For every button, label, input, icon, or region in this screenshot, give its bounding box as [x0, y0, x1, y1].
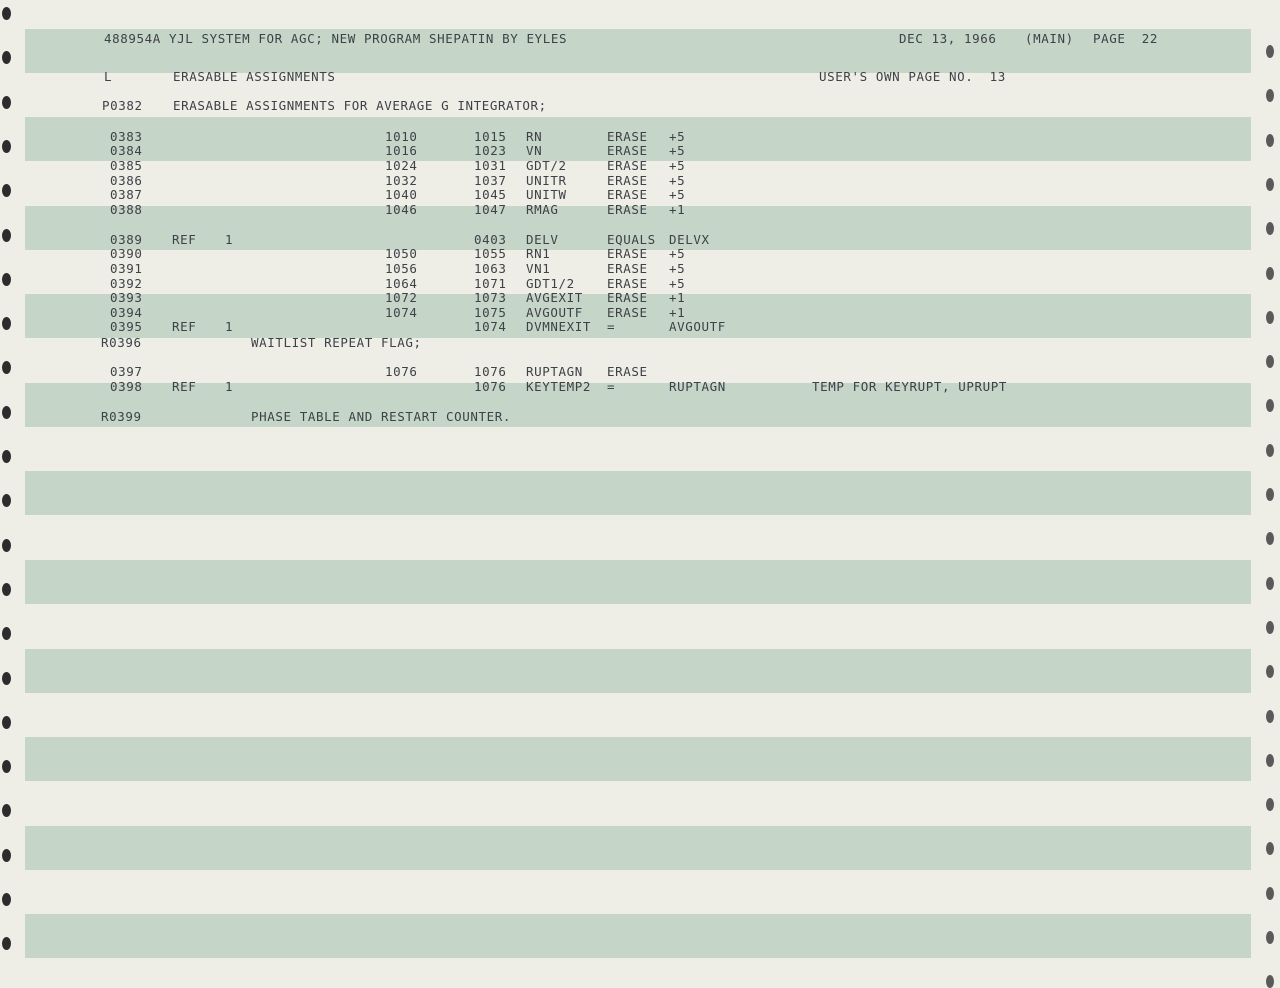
address-end: 1073	[474, 290, 507, 305]
line-number: 0397	[110, 364, 143, 379]
operand: +5	[669, 158, 686, 173]
feed-hole	[1266, 887, 1274, 900]
line-number: 0385	[110, 158, 143, 173]
address-end: 0403	[474, 232, 507, 247]
opcode: =	[607, 319, 616, 334]
address-end: 1047	[474, 202, 507, 217]
operand: +5	[669, 261, 686, 276]
opcode: ERASE	[607, 276, 648, 291]
address-end: 1015	[474, 129, 507, 144]
feed-hole	[1266, 267, 1274, 280]
ref-label: REF	[172, 379, 197, 394]
feed-hole	[1266, 842, 1274, 855]
section-title: ERASABLE ASSIGNMENTS FOR AVERAGE G INTEGRATOR;	[173, 98, 547, 113]
address-start: 1064	[385, 276, 418, 291]
symbol-label: DVMNEXIT	[526, 319, 592, 334]
feed-hole	[1266, 488, 1274, 501]
feed-hole	[1266, 975, 1274, 988]
line-number: 0389	[110, 232, 143, 247]
feed-hole	[1266, 178, 1274, 191]
symbol-label: RN	[526, 129, 543, 144]
line-number: 0386	[110, 173, 143, 188]
symbol-label: RMAG	[526, 202, 559, 217]
symbol-label: AVGEXIT	[526, 290, 583, 305]
operand: +5	[669, 187, 686, 202]
opcode: ERASE	[607, 143, 648, 158]
operand: +5	[669, 143, 686, 158]
opcode: ERASE	[607, 364, 648, 379]
opcode: =	[607, 379, 616, 394]
line-number: 0398	[110, 379, 143, 394]
feed-hole	[1266, 134, 1274, 147]
address-start: 1040	[385, 187, 418, 202]
operand: +5	[669, 129, 686, 144]
line-number: 0392	[110, 276, 143, 291]
remark-text: PHASE TABLE AND RESTART COUNTER.	[251, 409, 512, 424]
address-start: 1072	[385, 290, 418, 305]
address-start: 1016	[385, 143, 418, 158]
feed-hole	[2, 583, 11, 596]
green-bar	[25, 560, 1251, 604]
feed-hole	[2, 406, 11, 419]
section-heading: ERASABLE ASSIGNMENTS	[173, 69, 336, 84]
remark-number: R0396	[101, 335, 142, 350]
symbol-label: UNITW	[526, 187, 567, 202]
operand: +1	[669, 290, 686, 305]
feed-hole	[2, 7, 11, 20]
feed-hole	[2, 760, 11, 773]
symbol-label: UNITR	[526, 173, 567, 188]
operand: +5	[669, 246, 686, 261]
feed-hole	[2, 539, 11, 552]
address-end: 1023	[474, 143, 507, 158]
address-end: 1031	[474, 158, 507, 173]
feed-hole	[1266, 577, 1274, 590]
operand: +5	[669, 276, 686, 291]
feed-hole	[2, 96, 11, 109]
feed-hole	[2, 229, 11, 242]
print-date: DEC 13, 1966	[899, 31, 997, 46]
address-end: 1063	[474, 261, 507, 276]
opcode: ERASE	[607, 158, 648, 173]
log-marker: L	[104, 69, 113, 84]
remark-number: R0399	[101, 409, 142, 424]
feed-hole	[2, 273, 11, 286]
symbol-label: DELV	[526, 232, 559, 247]
address-end: 1055	[474, 246, 507, 261]
ref-count: 1	[225, 379, 234, 394]
page-number: PAGE 22	[1093, 31, 1159, 46]
feed-hole	[2, 937, 11, 950]
symbol-label: VN	[526, 143, 543, 158]
address-end: 1045	[474, 187, 507, 202]
symbol-label: AVGOUTF	[526, 305, 583, 320]
line-number: 0395	[110, 319, 143, 334]
feed-hole	[1266, 45, 1274, 58]
ref-count: 1	[225, 232, 234, 247]
feed-hole	[2, 804, 11, 817]
line-number: 0388	[110, 202, 143, 217]
feed-hole	[2, 672, 11, 685]
opcode: ERASE	[607, 129, 648, 144]
opcode: ERASE	[607, 187, 648, 202]
opcode: ERASE	[607, 246, 648, 261]
feed-hole	[2, 140, 11, 153]
users-page-number: USER'S OWN PAGE NO. 13	[819, 69, 1006, 84]
feed-hole	[1266, 798, 1274, 811]
feed-hole	[1266, 754, 1274, 767]
feed-hole	[2, 627, 11, 640]
symbol-label: GDT1/2	[526, 276, 575, 291]
green-bar	[25, 471, 1251, 515]
feed-hole	[2, 494, 11, 507]
feed-hole	[2, 184, 11, 197]
program-title: 488954A YJL SYSTEM FOR AGC; NEW PROGRAM SHEPATIN BY EYLES	[104, 31, 568, 46]
feed-hole	[2, 317, 11, 330]
feed-hole	[2, 361, 11, 374]
feed-hole	[1266, 532, 1274, 545]
right-feed-strip	[1250, 0, 1280, 956]
symbol-label: RUPTAGN	[526, 364, 583, 379]
line-number: 0383	[110, 129, 143, 144]
symbol-label: RN1	[526, 246, 551, 261]
feed-hole	[1266, 444, 1274, 457]
feed-hole	[1266, 710, 1274, 723]
symbol-label: GDT/2	[526, 158, 567, 173]
green-bar	[25, 737, 1251, 781]
address-start: 1010	[385, 129, 418, 144]
feed-hole	[1266, 311, 1274, 324]
line-number: 0390	[110, 246, 143, 261]
opcode: ERASE	[607, 261, 648, 276]
feed-hole	[2, 716, 11, 729]
ref-count: 1	[225, 319, 234, 334]
address-end: 1037	[474, 173, 507, 188]
operand: DELVX	[669, 232, 710, 247]
address-start: 1056	[385, 261, 418, 276]
address-start: 1046	[385, 202, 418, 217]
green-bar	[25, 914, 1251, 958]
address-start: 1024	[385, 158, 418, 173]
section-number: P0382	[102, 98, 143, 113]
address-start: 1076	[385, 364, 418, 379]
line-number: 0387	[110, 187, 143, 202]
opcode: ERASE	[607, 202, 648, 217]
address-start: 1032	[385, 173, 418, 188]
line-number: 0384	[110, 143, 143, 158]
mode-label: (MAIN)	[1025, 31, 1074, 46]
feed-hole	[1266, 355, 1274, 368]
line-number: 0393	[110, 290, 143, 305]
feed-hole	[1266, 89, 1274, 102]
left-feed-strip	[0, 0, 22, 956]
operand: +1	[669, 202, 686, 217]
line-number: 0394	[110, 305, 143, 320]
opcode: ERASE	[607, 290, 648, 305]
remark-text: WAITLIST REPEAT FLAG;	[251, 335, 422, 350]
opcode: ERASE	[607, 305, 648, 320]
address-end: 1076	[474, 379, 507, 394]
feed-hole	[2, 450, 11, 463]
feed-hole	[2, 849, 11, 862]
symbol-label: KEYTEMP2	[526, 379, 592, 394]
feed-hole	[2, 51, 11, 64]
address-end: 1074	[474, 319, 507, 334]
ref-label: REF	[172, 232, 197, 247]
green-bar	[25, 826, 1251, 870]
address-start: 1050	[385, 246, 418, 261]
line-number: 0391	[110, 261, 143, 276]
operand: AVGOUTF	[669, 319, 726, 334]
operand: RUPTAGN	[669, 379, 726, 394]
line-comment: TEMP FOR KEYRUPT, UPRUPT	[812, 379, 1008, 394]
green-bar	[25, 383, 1251, 427]
opcode: ERASE	[607, 173, 648, 188]
feed-hole	[1266, 222, 1274, 235]
operand: +5	[669, 173, 686, 188]
operand: +1	[669, 305, 686, 320]
feed-hole	[1266, 621, 1274, 634]
feed-hole	[1266, 665, 1274, 678]
symbol-label: VN1	[526, 261, 551, 276]
opcode: EQUALS	[607, 232, 656, 247]
feed-hole	[1266, 931, 1274, 944]
feed-hole	[2, 893, 11, 906]
address-end: 1076	[474, 364, 507, 379]
address-start: 1074	[385, 305, 418, 320]
ref-label: REF	[172, 319, 197, 334]
address-end: 1075	[474, 305, 507, 320]
address-end: 1071	[474, 276, 507, 291]
feed-hole	[1266, 399, 1274, 412]
green-bar	[25, 649, 1251, 693]
